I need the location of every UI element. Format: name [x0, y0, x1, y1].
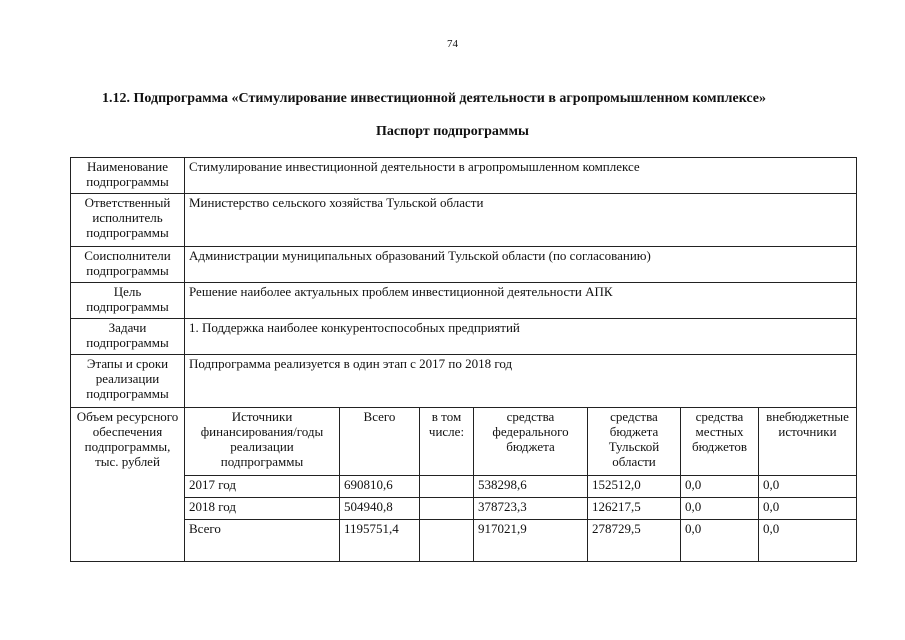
header-extra: внебюджетные источники [759, 408, 857, 476]
header-source: Источники финансирования/годы реализации подпрограммы [185, 408, 340, 476]
resources-header-row [71, 408, 857, 476]
cell-extra: 0,0 [759, 520, 857, 562]
row-stages-value: Подпрограмма реализуется в один этап с 2017 по 2018 год [185, 355, 857, 408]
row-name-label: Наименование подпрограммы [71, 158, 185, 194]
cell-regional: 152512,0 [588, 476, 681, 498]
row-goal-value: Решение наиболее актуальных проблем инвестиционной деятельности АПК [185, 283, 857, 319]
page-number: 74 [447, 38, 458, 50]
cell-local: 0,0 [681, 498, 759, 520]
row-name-value: Стимулирование инвестиционной деятельности в агропромышленном комплексе [185, 158, 857, 194]
table-row [71, 498, 857, 520]
cell-extra: 0,0 [759, 476, 857, 498]
row-tasks-label: Задачи подпрограммы [71, 319, 185, 355]
section-title: 1.12. Подпрограмма «Стимулирование инвестиционной деятельности в агропромышленном комплексе» [102, 91, 767, 106]
header-regional: средства бюджета Тульской области [588, 408, 681, 476]
row-responsible-label: Ответственный исполнитель подпрограммы [71, 194, 185, 247]
cell-total: 504940,8 [340, 498, 420, 520]
row-responsible-value: Министерство сельского хозяйства Тульской области [185, 194, 857, 247]
header-federal: средства федерального бюджета [474, 408, 588, 476]
cell-federal: 917021,9 [474, 520, 588, 562]
cell-local: 0,0 [681, 520, 759, 562]
passport-title: Паспорт подпрограммы [376, 124, 529, 139]
resources-label: Объем ресурсного обеспечения подпрограммы, тыс. рублей [71, 408, 185, 562]
cell-including [420, 520, 474, 562]
cell-including [420, 476, 474, 498]
row-stages-label: Этапы и сроки реализации подпрограммы [71, 355, 185, 408]
row-tasks [71, 319, 857, 355]
header-local: средства местных бюджетов [681, 408, 759, 476]
cell-regional: 278729,5 [588, 520, 681, 562]
cell-regional: 126217,5 [588, 498, 681, 520]
row-tasks-value: 1. Поддержка наиболее конкурентоспособных предприятий [185, 319, 857, 355]
cell-extra: 0,0 [759, 498, 857, 520]
table-row [71, 520, 857, 562]
row-stages [71, 355, 857, 408]
table-row [71, 476, 857, 498]
header-including: в том числе: [420, 408, 474, 476]
cell-federal: 378723,3 [474, 498, 588, 520]
passport-table [70, 157, 857, 562]
row-name [71, 158, 857, 194]
row-goal [71, 283, 857, 319]
header-total: Всего [340, 408, 420, 476]
row-coexecutors-value: Администрации муниципальных образований Тульской области (по согласованию) [185, 247, 857, 283]
row-goal-label: Цель подпрограммы [71, 283, 185, 319]
row-coexecutors [71, 247, 857, 283]
cell-source: 2017 год [185, 476, 340, 498]
cell-total: 1195751,4 [340, 520, 420, 562]
row-responsible [71, 194, 857, 247]
cell-federal: 538298,6 [474, 476, 588, 498]
cell-total: 690810,6 [340, 476, 420, 498]
cell-local: 0,0 [681, 476, 759, 498]
row-coexecutors-label: Соисполнители подпрограммы [71, 247, 185, 283]
cell-source: Всего [185, 520, 340, 562]
cell-source: 2018 год [185, 498, 340, 520]
cell-including [420, 498, 474, 520]
